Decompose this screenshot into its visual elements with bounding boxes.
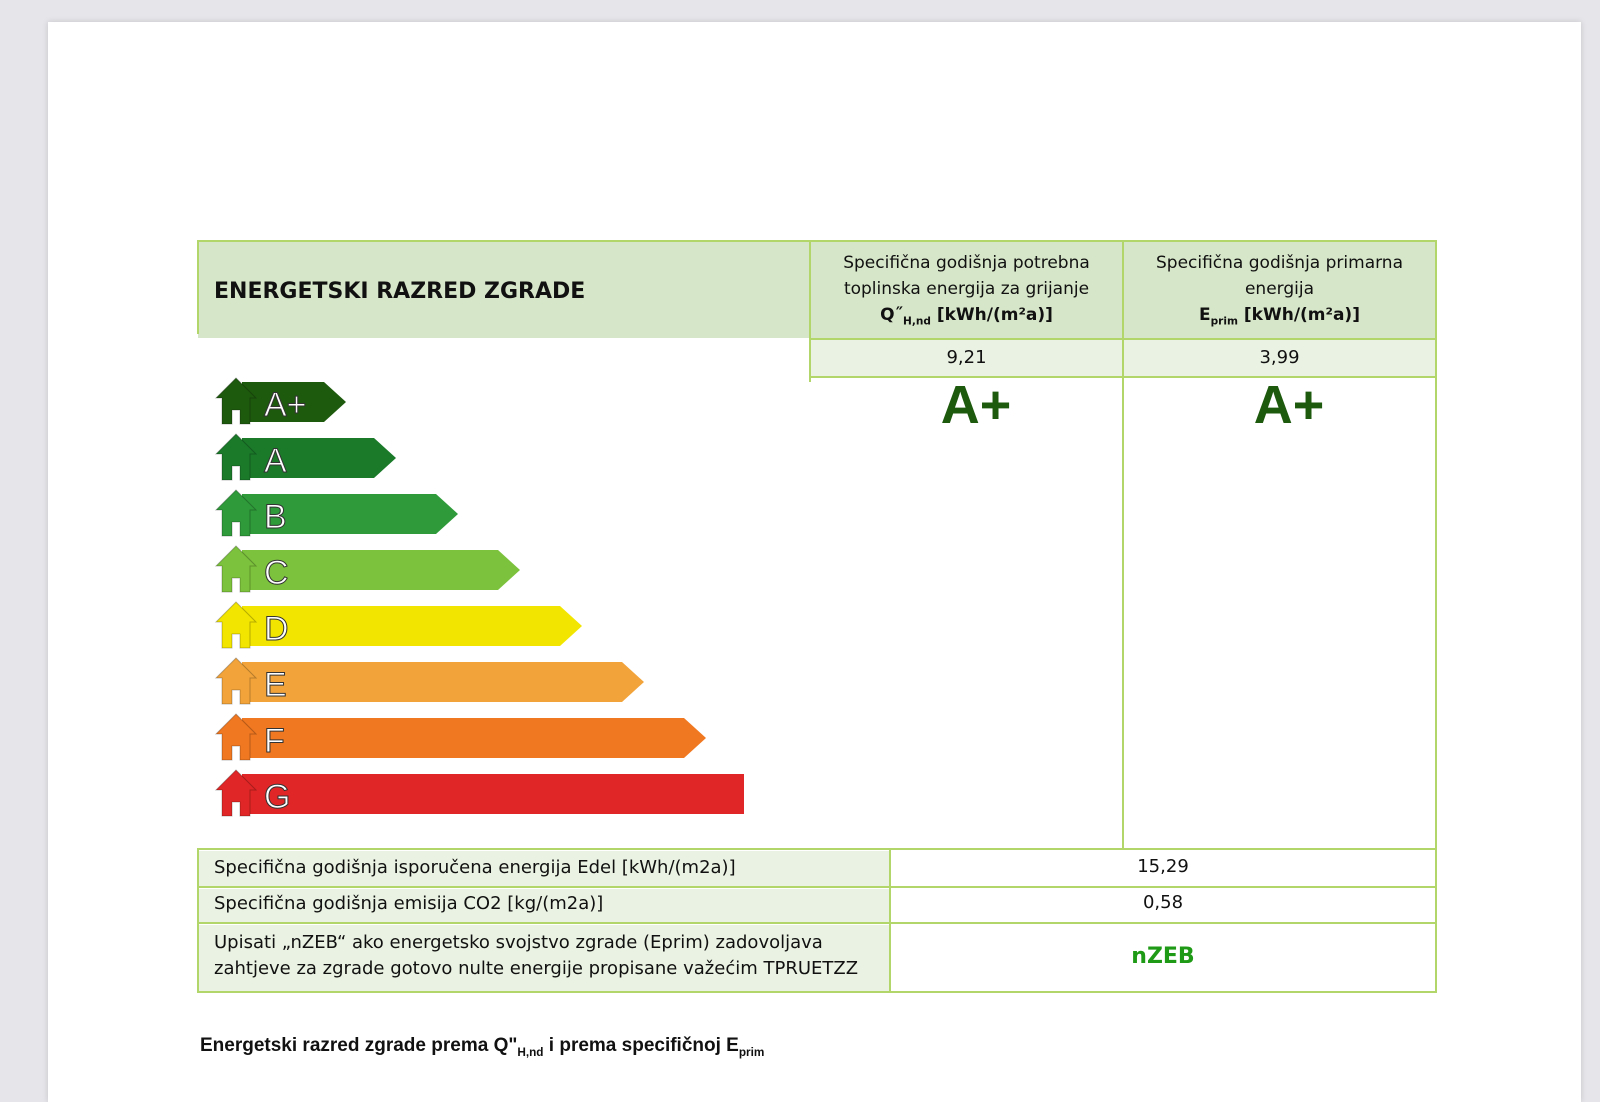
header-bottom-border <box>809 338 1437 340</box>
col2-header-unit-line <box>1124 302 1435 334</box>
col2-symbol-sub: prim <box>1210 315 1238 328</box>
energy-class-a-plus <box>216 378 346 424</box>
energy-class-label: C <box>264 554 289 592</box>
energy-class-label: B <box>264 498 287 536</box>
col2-header-line1: Specifična godišnja primarna <box>1155 253 1403 273</box>
col2-unit: [kWh/(m²a)] <box>1243 305 1360 325</box>
energy-class-arrow <box>242 718 706 758</box>
col1-header-unit-line <box>811 302 1122 334</box>
row-edel-label: Specifična godišnja isporučena energija Edel [kWh/(m2a)] <box>214 857 736 878</box>
row2-bottom-border <box>197 922 1437 924</box>
col2-grade: A+ <box>1253 375 1325 435</box>
table-border-left-bottom <box>197 848 199 993</box>
caption-sub2: prim <box>738 1045 765 1059</box>
rows-top-border <box>197 848 1437 850</box>
caption <box>200 1035 764 1059</box>
table-title: ENERGETSKI RAZRED ZGRADE <box>214 279 586 304</box>
row1-bottom-border <box>197 886 1437 888</box>
col1-header-line1: Specifična godišnja potrebna <box>843 253 1090 273</box>
col1-grade: A+ <box>940 375 1012 435</box>
energy-class-label: D <box>264 610 289 648</box>
energy-class-label: A+ <box>264 386 307 424</box>
col1-header <box>811 250 1122 334</box>
energy-class-arrow <box>242 774 744 814</box>
energy-class-e <box>216 658 644 704</box>
row-edel-value: 15,29 <box>1137 856 1189 877</box>
table-border-right <box>1435 240 1437 993</box>
caption-part2: i prema specifičnoj E <box>543 1035 739 1056</box>
col1-symbol: Q˝ <box>880 305 904 325</box>
col2-header-line2: energija <box>1244 279 1315 299</box>
energy-class-d <box>216 602 582 648</box>
energy-class-arrow <box>242 606 582 646</box>
row-nzeb-label-line1: Upisati „nZEB“ ako energetsko svojstvo zgrade (Eprim) zadovoljava <box>214 932 823 953</box>
row-co2-value: 0,58 <box>1142 892 1184 913</box>
energy-class-b <box>216 490 458 536</box>
row-nzeb-label <box>214 930 858 982</box>
energy-class-g <box>216 770 744 816</box>
energy-class-label: F <box>264 722 285 760</box>
row-nzeb-value: nZEB <box>1131 944 1195 969</box>
col1-header-line2: toplinska energija za grijanje <box>843 279 1090 299</box>
energy-class-label: E <box>264 666 287 704</box>
col1-unit: [kWh/(m²a)] <box>936 305 1053 325</box>
energy-class-scale <box>214 374 744 834</box>
energy-class-arrow <box>242 662 644 702</box>
energy-class-c <box>216 546 520 592</box>
row-nzeb-label-line2: zahtjeve za zgrade gotovo nulte energije propisane važećim TPRUETZZ <box>214 958 859 979</box>
col1-symbol-sub: H,nd <box>903 315 931 328</box>
col2-symbol: E <box>1199 305 1211 325</box>
table-border-top <box>197 240 1437 242</box>
energy-class-label: A <box>264 442 287 480</box>
row-co2-label: Specifična godišnja emisija CO2 [kg/(m2a)] <box>214 893 604 914</box>
col1-value: 9,21 <box>946 347 987 368</box>
col2-value: 3,99 <box>1259 347 1300 368</box>
caption-sub1: H,nd <box>517 1045 544 1059</box>
caption-part1: Energetski razred zgrade prema Q" <box>200 1035 518 1056</box>
energy-class-label: G <box>264 778 291 816</box>
table-border-bottom <box>197 991 1437 993</box>
table-border-left-top <box>197 240 199 334</box>
col2-header <box>1124 250 1435 334</box>
energy-class-a <box>216 434 396 480</box>
energy-class-f <box>216 714 706 760</box>
